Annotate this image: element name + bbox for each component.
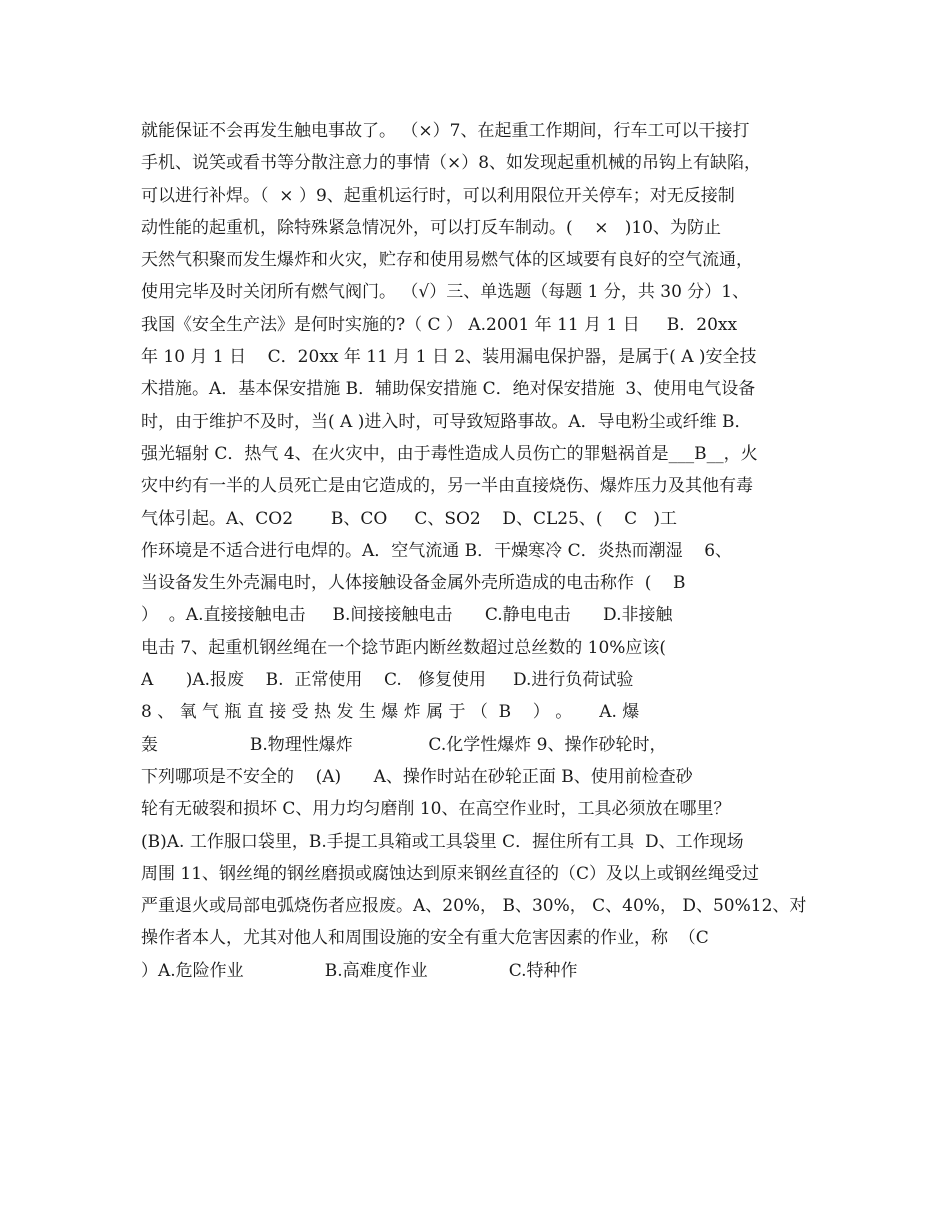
text-line: 操作者本人，尤其对他人和周围设施的安全有重大危害因素的作业，称 （C	[141, 928, 709, 949]
text-line: 电击 7、起重机钢丝绳在一个捻节距内断丝数超过总丝数的 10%应该(	[141, 637, 667, 658]
text-line: ） 。A.直接接触电击 B.间接接触电击 C.静电电击 D.非接触	[141, 605, 673, 626]
text-line: 我国《安全生产法》是何时实施的?（ C ） A.2001 年 11 月 1 日 B．20xx	[141, 314, 738, 335]
text-line: 灾中约有一半的人员死亡是由它造成的，另一半由直接烧伤、爆炸压力及其他有毒	[141, 476, 753, 497]
text-line: 使用完毕及时关闭所有燃气阀门。 （√）三、单选题（每题 1 分，共 30 分）1、	[141, 282, 750, 303]
text-line: 年 10 月 1 日 C．20xx 年 11 月 1 日 2、装用漏电保护器，是属于( A )安全技	[141, 347, 757, 368]
text-line: 可以进行补焊。（ × ）9、起重机运行时，可以利用限位开关停车；对无反接制	[141, 185, 735, 206]
text-line: 周围 11、钢丝绳的钢丝磨损或腐蚀达到原来钢丝直径的（C）及以上或钢丝绳受过	[141, 863, 760, 884]
text-line: 手机、说笑或看书等分散注意力的事情（×）8、如发现起重机械的吊钩上有缺陷，	[141, 153, 762, 174]
text-line: 天然气积聚而发生爆炸和火灾，贮存和使用易燃气体的区域要有良好的空气流通，	[141, 250, 753, 271]
text-line: 当设备发生外壳漏电时，人体接触设备金属外壳所造成的电击称作 ( B	[141, 573, 686, 594]
text-line: 就能保证不会再发生触电事故了。 （×）7、在起重工作期间，行车工可以干接打	[141, 121, 750, 141]
text-line: 术措施。A．基本保安措施 B．辅助保安措施 C．绝对保安措施 3、使用电气设备	[141, 379, 756, 400]
body-text	[141, 115, 813, 987]
text-line: (B)A. 工作服口袋里，B.手提工具箱或工具袋里 C．握住所有工具 D、工作现场	[141, 831, 744, 852]
text-line: 强光辐射 C．热气 4、在火灾中，由于毒性造成人员伤亡的罪魁祸首是___B__，火	[141, 443, 758, 464]
text-line: ）A.危险作业 B.高难度作业 C.特种作	[141, 960, 578, 981]
text-line: 严重退火或局部电弧烧伤者应报废。A、20%， B、30%， C、40%， D、50%12、对	[141, 896, 807, 917]
text-line: 8 、 氧 气 瓶 直 接 受 热 发 生 爆 炸 属 于 （ B ） 。 A. 爆	[141, 702, 640, 723]
text-line: A )A.报废 B. 正常使用 C. 修复使用 D.进行负荷试验	[141, 670, 634, 691]
text-line: 下列哪项是不安全的 (A) A、操作时站在砂轮正面 B、使用前检查砂	[141, 766, 693, 787]
text-line: 作环境是不适合进行电焊的。A．空气流通 B．干燥寒冷 C．炎热而潮湿 6、	[141, 540, 733, 561]
text-line: 轮有无破裂和损坏 C、用力均匀磨削 10、在高空作业时，工具必须放在哪里？	[141, 799, 731, 820]
text-line: 时，由于维护不及时，当( A )进入时，可导致短路事故。A．导电粉尘或纤维 B．	[141, 411, 752, 432]
text-line: 气体引起。A、CO2 B、CO C、SO2 D、CL25、( C )工	[141, 508, 677, 529]
text-line: 轰 B.物理性爆炸 C.化学性爆炸 9、操作砂轮时，	[141, 734, 667, 755]
text-line: 动性能的起重机，除特殊紧急情况外，可以打反车制动。( × )10、为防止	[141, 217, 721, 238]
